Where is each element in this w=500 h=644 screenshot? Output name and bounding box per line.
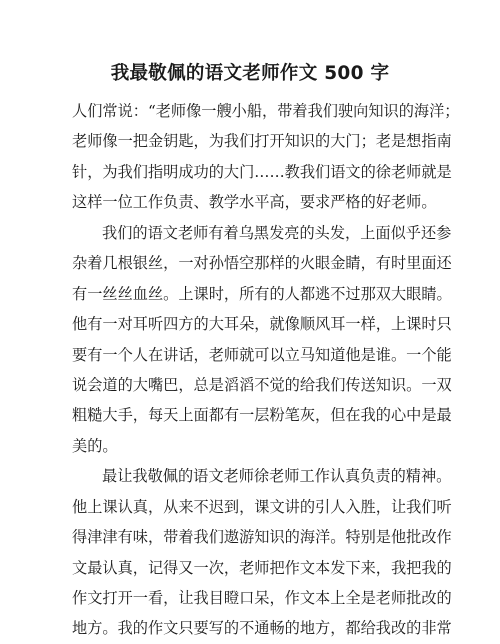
text-line: 最让我敬佩的语文老师徐老师工作认真负责的精神。 [102, 467, 452, 486]
text-line: 针，为我们指明成功的大门……教我们语文的徐老师就是 [72, 162, 452, 181]
text-line: 我们的语文老师有着乌黑发亮的头发，上面似乎还参 [102, 223, 452, 242]
text-line: 美的。 [72, 436, 118, 455]
document-body [72, 96, 460, 644]
text-line: 杂着几根银丝，一对孙悟空那样的火眼金睛，有时里面还 [72, 254, 452, 273]
text-line: 他上课认真，从来不迟到，课文讲的引人入胜，让我们听 [72, 497, 452, 516]
text-line: 作文打开一看，让我目瞪口呆，作文本上全是老师批改的 [72, 589, 452, 607]
text-line: 人们常说：“老师像一艘小船，带着我们驶向知识的海洋； [72, 102, 460, 120]
text-line: 他有一对耳听四方的大耳朵，就像顺风耳一样，上课时只 [72, 315, 452, 334]
document-title: 我最敬佩的语文老师作文 500 字 [110, 63, 390, 84]
text-line: 地方。我的作文只要写的不通畅的地方，都给我改的非常 [72, 619, 452, 638]
text-line: 有一丝丝血丝。上课时，所有的人都逃不过那双大眼睛。 [72, 284, 452, 303]
text-line: 老师像一把金钥匙，为我们打开知识的大门；老是想指南 [72, 132, 452, 151]
text-line: 粗糙大手，每天上面都有一层粉笔灰，但在我的心中是最 [72, 406, 452, 425]
text-line: 得津津有味，带着我们遨游知识的海洋。特别是他批改作 [72, 528, 452, 547]
text-line: 文最认真，记得又一次，老师把作文本发下来，我把我的 [72, 558, 452, 577]
text-line: 说会道的大嘴巴，总是滔滔不觉的给我们传送知识。一双 [72, 375, 452, 394]
text-line: 要有一个人在讲话，老师就可以立马知道他是谁。一个能 [72, 345, 452, 364]
text-line: 这样一位工作负责、教学水平高，要求严格的好老师。 [72, 193, 437, 212]
